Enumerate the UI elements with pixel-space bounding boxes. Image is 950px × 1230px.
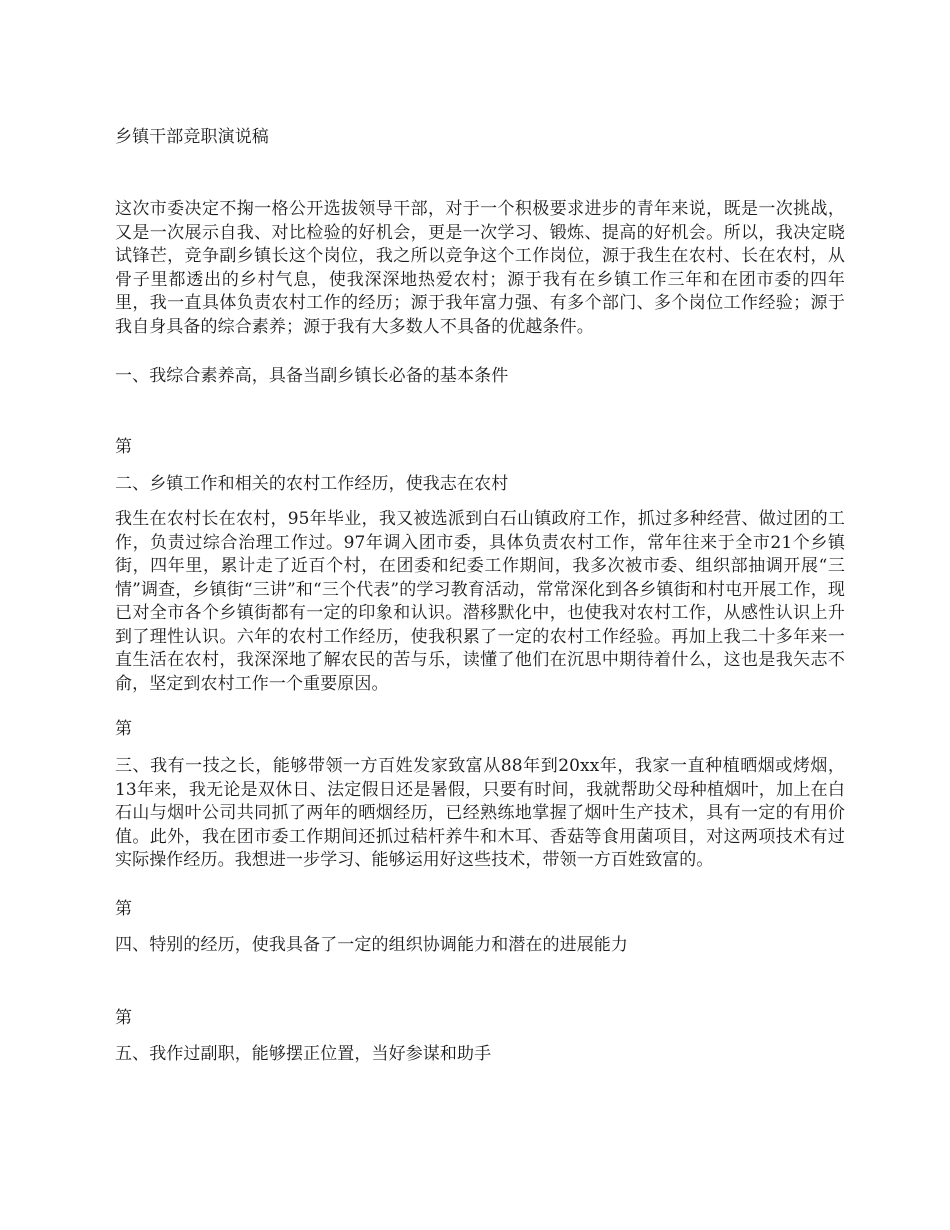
page-marker: 第 [115,1008,133,1028]
section-5-heading: 五、我作过副职，能够摆正位置，当好参谋和助手 [115,1044,492,1064]
section-2-heading: 二、乡镇工作和相关的农村工作经历，使我志在农村 [115,474,509,494]
intro-paragraph: 这次市委决定不掬一格公开选拔领导干部，对于一个积极要求进步的青年来说，既是一次挑战，又是一次展示自我、对比检验的好机会，更是一次学习、锻炼、提高的好机会。所以，我决定晓试锋芒，竞争副乡镇长这个岗位，我之所以竞争这个工作岗位，源于我生在农村、长在农村，从骨子里都透出的乡村气息，使我深深地热爱农村；源于我有在乡镇工作三年和在团市委的四年里，我一直具体负责农村工作的经历；源于我年富力强、有多个部门、多个岗位工作经验；源于我自身具备的综合素养；源于我有大多数人不具备的优越条件。 [115,199,845,337]
section-2-paragraph: 我生在农村长在农村，95年毕业，我又被选派到白石山镇政府工作，抓过多种经营、做过团的工作，负责过综合治理工作过。97年调入团市委，具体负责农村工作，常年往来于全市21个乡镇街，四年里，累计走了近百个村，在团委和纪委工作期间，我多次被市委、组织部抽调开展“三情”调查，乡镇街“三讲”和“三个代表”的学习教育活动，常常深化到各乡镇街和村屯开展工作，现已对全市各个乡镇街都有一定的印象和认识。潜移默化中，也使我对农村工作，从感性认识上升到了理性认识。六年的农村工作经历，使我积累了一定的农村工作经验。再加上我二十多年来一直生活在农村，我深深地了解农民的苦与乐，读懂了他们在沉思中期待着什么，这也是我矢志不俞，坚定到农村工作一个重要原因。 [115,509,845,694]
section-3-paragraph: 三、我有一技之长，能够带领一方百姓发家致富从88年到20xx年，我家一直种植晒烟或烤烟，13年来，我无论是双休日、法定假日还是暑假，只要有时间，我就帮助父母种植烟叶，加上在白石山与烟叶公司共同抓了两年的晒烟经历，已经熟练地掌握了烟叶生产技术，具有一定的有用价值。此外，我在团市委工作期间还抓过秸杆养牛和木耳、香菇等食用菌项目，对这两项技术有过实际操作经历。我想进一步学习、能够运用好这些技术，带领一方百姓致富的。 [115,756,845,870]
document-title: 乡镇干部竞职演说稿 [115,127,269,147]
section-4-heading: 四、特别的经历，使我具备了一定的组织协调能力和潜在的进展能力 [115,935,628,955]
page-marker: 第 [115,719,133,739]
page-marker: 第 [115,437,133,457]
page-marker: 第 [115,899,133,919]
section-1-heading: 一、我综合素养高，具备当副乡镇长必备的基本条件 [115,366,509,386]
